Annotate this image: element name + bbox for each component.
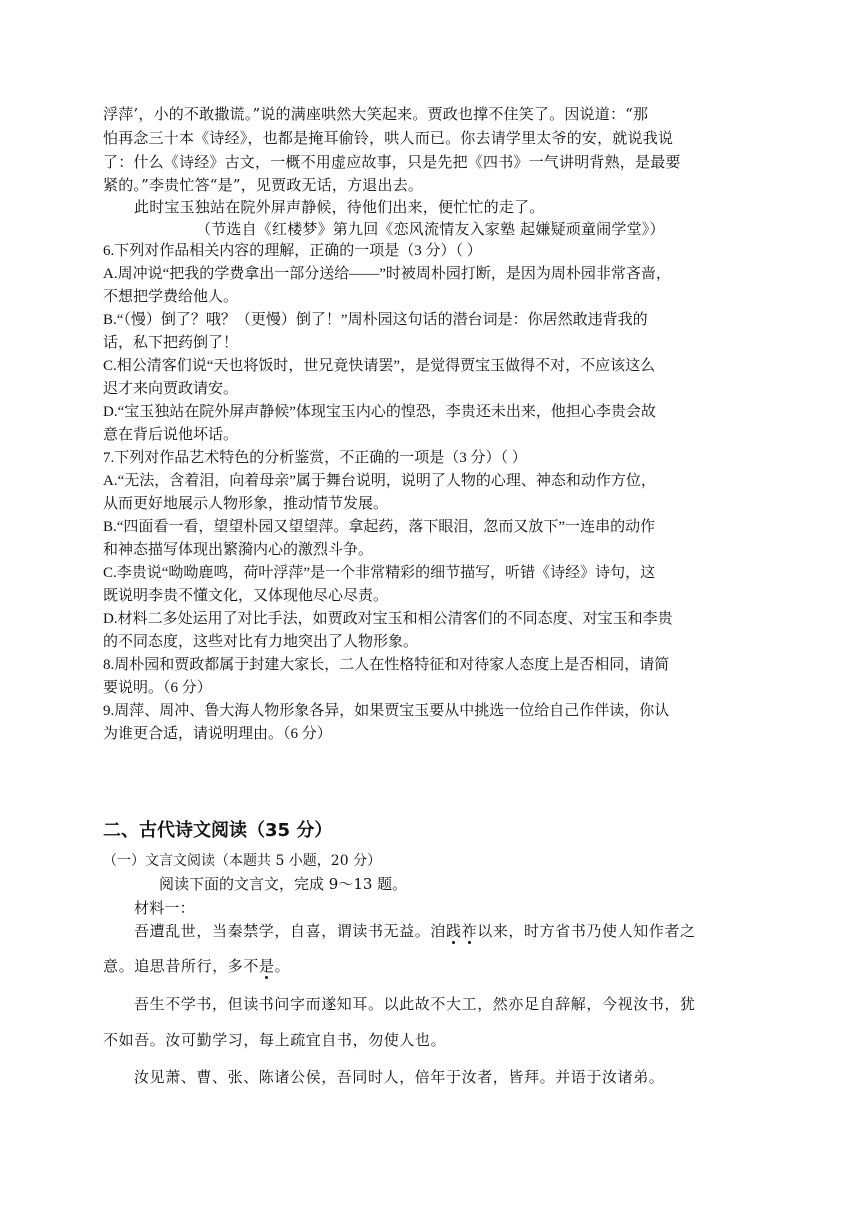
- question-line: 既说明李贵不懂文化，又体现他尽心尽责。: [103, 588, 389, 604]
- question-line: A.“无法，含着泪，向着母亲”属于舞台说明，说明了人物的心理、神态和动作方位，: [103, 473, 656, 489]
- classical-text-line: 汝见萧、曹、张、陈诸公侯，吾同时人，倍年于汝者，皆拜。并语于汝诸弟。: [134, 1068, 665, 1086]
- question-line: 不想把学费给他人。: [103, 289, 239, 305]
- question-line: 的不同态度，这些对比有力地突出了人物形象。: [103, 634, 419, 650]
- question-line: 9.周萍、周冲、鲁大海人物形象各异，如果贾宝玉要从中挑选一位给自己作伴读，你认: [103, 703, 670, 719]
- question-line: 6.下列对作品相关内容的理解，正确的一项是（3 分）（ ）: [103, 243, 482, 259]
- question-line: 8.周朴园和贾政都属于封建大家长，二人在性格特征和对待家人态度上是否相同，请简: [103, 657, 670, 673]
- classical-text-line: 意。追思昔所行，多不是。: [103, 957, 291, 975]
- subsection-heading: （一）文言文阅读（本题共 5 小题，20 分）: [103, 853, 382, 869]
- question-line: 和神态描写体现出繁漪内心的激烈斗争。: [103, 542, 374, 558]
- question-line: 话，私下把药倒了！: [103, 335, 239, 351]
- emphasis-dot-char: 践: [446, 922, 462, 940]
- question-line: B.“（慢）倒了？哦？（更慢）倒了！”周朴园这句话的潜台词是：你居然敢违背我的: [103, 312, 648, 328]
- question-line: D.材料二多处运用了对比手法，如贾政对宝玉和相公清客们的不同态度、对宝玉和李贵: [103, 611, 673, 627]
- material-label: 材料一：: [134, 899, 195, 917]
- passage-line: 浮萍’，小的不敢撒谎。”说的满座哄然大笑起来。贾政也撑不住笑了。因说道：“那: [103, 105, 649, 123]
- question-line: C.李贵说“呦呦鹿鸣，荷叶浮萍”是一个非常精彩的细节描写，听错《诗经》诗句，这: [103, 565, 656, 581]
- classical-text-line: 吾生不学书，但读书问字而遂知耳。以此故不大工，然亦足自辞解，今视汝书，犹: [134, 995, 696, 1013]
- question-line: D.“宝玉独站在院外屏声静候”体现宝玉内心的惶恐，李贵还未出来，他担心李贵会故: [103, 404, 656, 420]
- question-line: 从而更好地展示人物形象，推动情节发展。: [103, 496, 389, 512]
- source-note: （节选自《红楼梦》第九回《恋风流情友入家塾 起嫌疑顽童闹学堂》）: [196, 220, 665, 238]
- instruction: 阅读下面的文言文，完成 9～13 题。: [159, 875, 408, 893]
- classical-text-line: 不如吾。汝可勤学习，每上疏宜自书，勿使人也。: [103, 1031, 447, 1049]
- question-line: A.周冲说“把我的学费拿出一部分送给——”时被周朴园打断，是因为周朴园非常吝啬，: [103, 266, 671, 282]
- question-line: 为谁更合适，请说明理由。（6 分）: [103, 726, 332, 742]
- question-line: 迟才来向贾政请安。: [103, 381, 239, 397]
- passage-line: 怕再念三十本《诗经》，也都是掩耳偷铃，哄人而已。你去请学里太爷的安，就说我说: [103, 129, 674, 147]
- question-line: 要说明。（6 分）: [103, 680, 212, 696]
- passage-line: 紧的。”李贵忙答“是”，见贾政无话，方退出去。: [103, 176, 424, 194]
- question-line: 7.下列对作品艺术特色的分析鉴赏，不正确的一项是（3 分）（ ）: [103, 450, 527, 466]
- section-heading: 二、古代诗文阅读（35 分）: [103, 820, 333, 841]
- question-line: C.相公清客们说“天也将饭时，世兄竟快请罢”，是觉得贾宝玉做得不对，不应该这么: [103, 358, 656, 374]
- classical-text-line: 吾遭乱世，当秦禁学，自喜，谓读书无益。洎践祚以来，时方省书乃使人知作者之: [134, 922, 696, 940]
- emphasis-dot-char: 是: [259, 957, 275, 975]
- question-line: B.“四面看一看，望望朴园又望望萍。拿起药，落下眼泪，忽而又放下”一连串的动作: [103, 519, 656, 535]
- passage-line: 了：什么《诗经》古文，一概不用虚应故事，只是先把《四书》一气讲明背熟，是最要: [103, 153, 681, 171]
- passage-line: 此时宝玉独站在院外屏声静候，待他们出来，便忙忙的走了。: [134, 198, 545, 216]
- emphasis-dot-char: 祚: [461, 922, 478, 940]
- question-line: 意在背后说他坏话。: [103, 427, 239, 443]
